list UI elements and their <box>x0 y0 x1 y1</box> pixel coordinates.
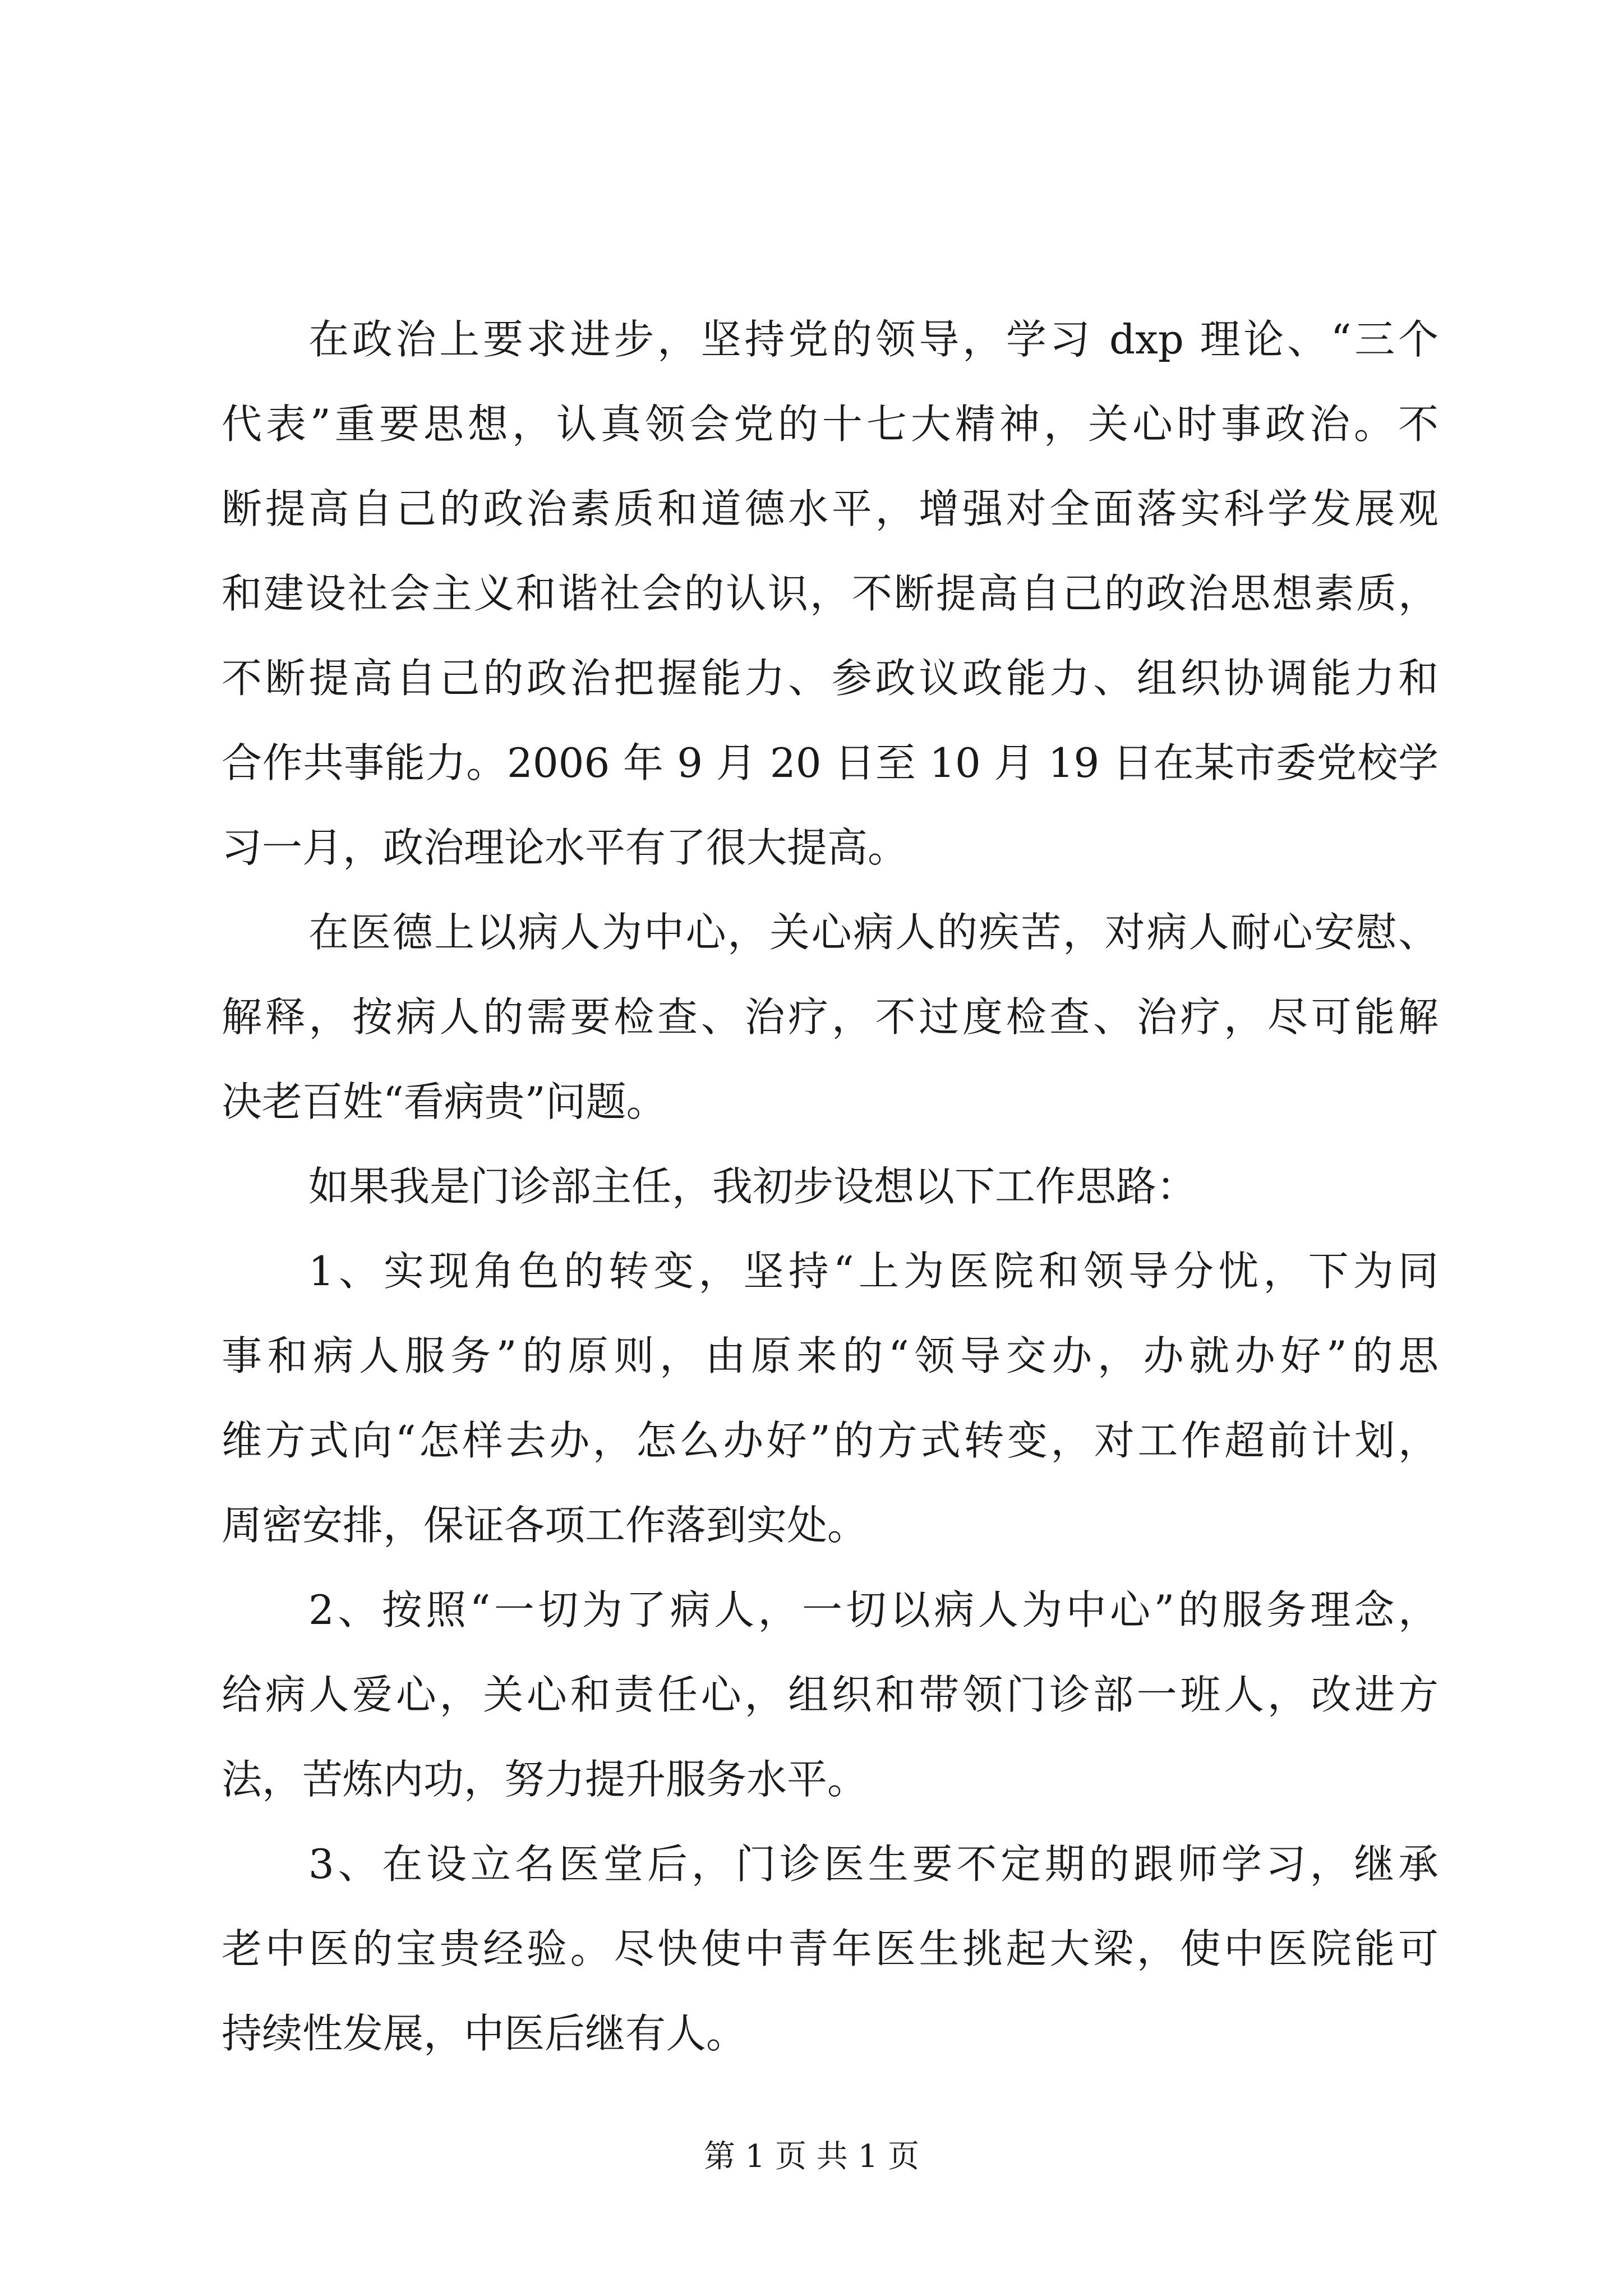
text-line: 持续性发展，中医后继有人。 <box>222 2010 747 2057</box>
text-line: 代表”重要思想，认真领会党的十七大精神，关心时事政治。不 <box>222 401 1438 448</box>
text-line: 和建设社会主义和谐社会的认识，不断提高自己的政治思想素质， <box>222 570 1438 617</box>
paragraph-item-2 <box>222 1568 1438 1822</box>
document-body <box>222 297 1438 2076</box>
text-line: 事和病人服务”的原则，由原来的“领导交办，办就办好”的思 <box>222 1332 1438 1379</box>
text-line: 给病人爱心，关心和责任心，组织和带领门诊部一班人，改进方 <box>222 1671 1438 1718</box>
text-line: 周密安排，保证各项工作落到实处。 <box>222 1502 868 1549</box>
paragraph-intro <box>222 1144 1438 1229</box>
text-line: 决老百姓“看病贵”问题。 <box>222 1078 667 1125</box>
paragraph-medical-ethics <box>222 890 1438 1144</box>
text-line: 断提高自己的政治素质和道德水平，增强对全面落实科学发展观 <box>222 485 1438 532</box>
text-line: 1、实现角色的转变，坚持“上为医院和领导分忧，下为同 <box>308 1248 1438 1295</box>
text-line: 在政治上要求进步，坚持党的领导，学习 dxp 理论、“三个 <box>308 316 1438 363</box>
text-line: 法，苦炼内功，努力提升服务水平。 <box>222 1756 868 1803</box>
text-line: 习一月，政治理论水平有了很大提高。 <box>222 824 909 871</box>
text-line: 不断提高自己的政治把握能力、参政议政能力、组织协调能力和 <box>222 655 1438 702</box>
text-line: 老中医的宝贵经验。尽快使中青年医生挑起大梁，使中医院能可 <box>222 1925 1438 1972</box>
paragraph-political <box>222 297 1438 890</box>
text-line: 在医德上以病人为中心，关心病人的疾苦，对病人耐心安慰、 <box>308 909 1438 956</box>
text-line: 3、在设立名医堂后，门诊医生要不定期的跟师学习，继承 <box>308 1841 1438 1888</box>
page-footer: 第 1 页 共 1 页 <box>703 2138 920 2175</box>
text-line: 解释，按病人的需要检查、治疗，不过度检查、治疗，尽可能解 <box>222 993 1438 1041</box>
text-line: 维方式向“怎样去办，怎么办好”的方式转变，对工作超前计划， <box>222 1417 1438 1464</box>
paragraph-item-3 <box>222 1822 1438 2076</box>
text-line: 2、按照“一切为了病人，一切以病人为中心”的服务理念， <box>308 1586 1438 1634</box>
text-line: 合作共事能力。2006 年 9 月 20 日至 10 月 19 日在某市委党校学 <box>222 739 1438 786</box>
paragraph-item-1 <box>222 1229 1438 1568</box>
text-line: 如果我是门诊部主任，我初步设想以下工作思路： <box>308 1163 1197 1210</box>
